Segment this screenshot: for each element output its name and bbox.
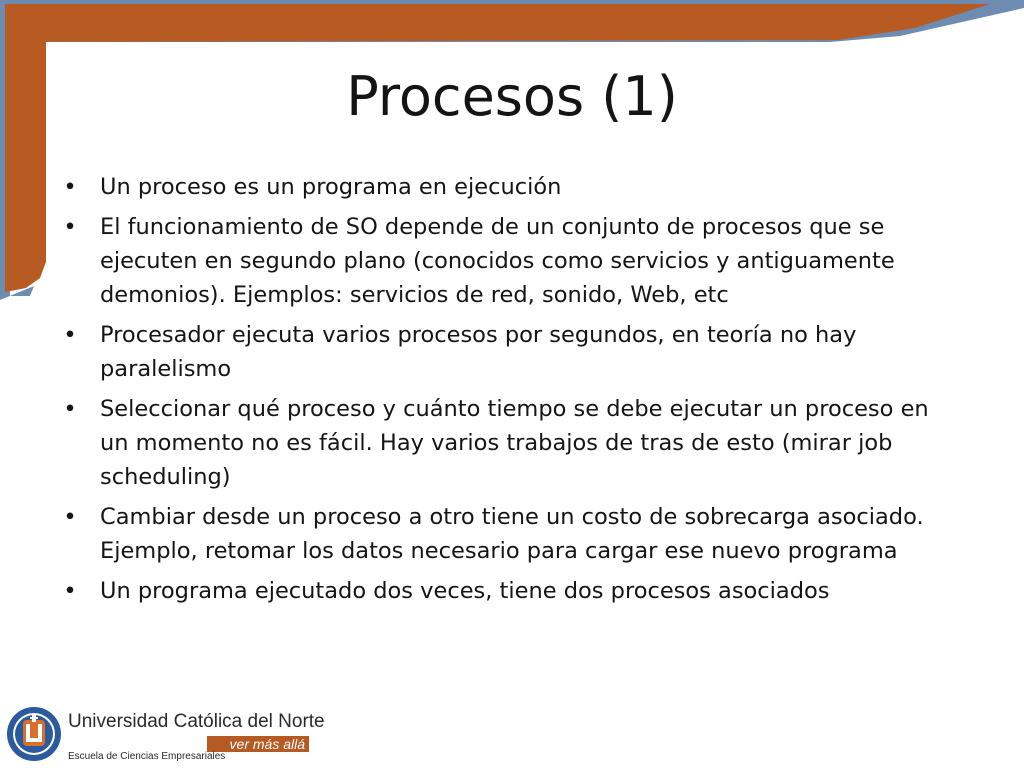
bullet-text: Un proceso es un programa en ejecución	[100, 174, 562, 200]
bullet-marker: •	[63, 174, 77, 200]
bullet-marker: •	[63, 578, 77, 604]
university-tagline: ver más allá	[207, 736, 309, 752]
bullet-item	[60, 318, 960, 386]
bullet-text: Cambiar desde un proceso a otro tiene un costo de sobrecarga asociado. Ejemplo, retomar los datos necesario para cargar ese nuevo programa	[100, 504, 924, 564]
bullet-text: Procesador ejecuta varios procesos por segundos, en teoría no hay paralelismo	[100, 322, 857, 382]
bullet-text: Seleccionar qué proceso y cuánto tiempo se debe ejecutar un proceso en un momento no es fácil. Hay varios trabajos de tras de esto (mirar job scheduling)	[100, 396, 929, 490]
bullet-marker: •	[63, 504, 77, 530]
bullet-item	[60, 500, 960, 568]
bullet-item	[60, 210, 960, 312]
slide-title: Procesos (1)	[346, 65, 678, 128]
bullet-item	[60, 170, 960, 204]
university-logo	[2, 700, 325, 768]
bullet-list	[60, 170, 960, 614]
left-blue-band	[0, 0, 34, 300]
university-name: Universidad Católica del Norte	[68, 711, 325, 732]
bullet-marker: •	[63, 396, 77, 422]
top-orange-band	[0, 4, 990, 42]
left-orange-band	[5, 4, 46, 292]
top-blue-band	[0, 0, 1024, 42]
university-seal-icon	[6, 706, 62, 762]
school-name: Escuela de Ciencias Empresariales	[68, 751, 226, 762]
bullet-text: El funcionamiento de SO depende de un conjunto de procesos que se ejecuten en segundo plano (conocidos como servicios y antiguamente demonios). Ejemplos: servicios de red, sonido, Web, etc	[100, 214, 895, 308]
bullet-item	[60, 392, 960, 494]
bullet-marker: •	[63, 322, 77, 348]
bullet-text: Un programa ejecutado dos veces, tiene dos procesos asociados	[100, 578, 830, 604]
bullet-marker: •	[63, 214, 77, 240]
bullet-item	[60, 574, 960, 608]
